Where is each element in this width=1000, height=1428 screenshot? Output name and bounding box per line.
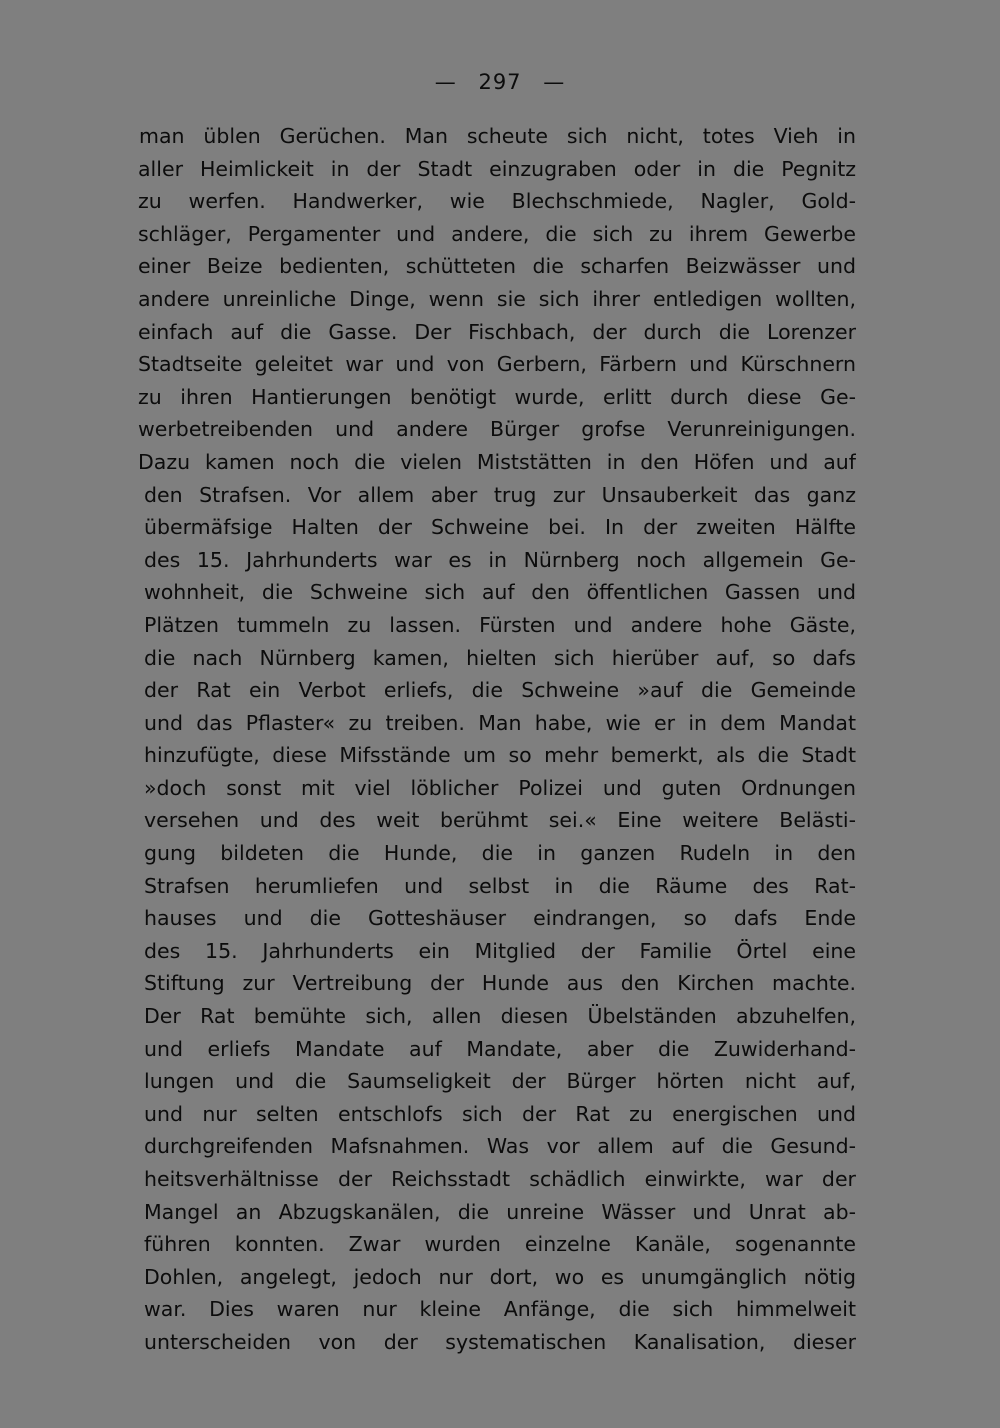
text-line: Stadtseite geleitet war und von Gerbern, Färbern und Kürschnern [138,352,856,377]
text-line: versehen und des weit berühmt sei.« Eine weitere Belästi- [144,808,856,833]
text-line: gung bildeten die Hunde, die in ganzen Rudeln in den [144,841,856,866]
text-line: den Strafsen. Vor allem aber trug zur Unsauberkeit das ganz [144,482,856,507]
text-line: andere unreinliche Dinge, wenn sie sich ihrer entledigen wollten, [138,286,856,311]
text-line: Plätzen tummeln zu lassen. Fürsten und andere hohe Gäste, [144,612,856,637]
text-line: man üblen Gerüchen. Man scheute sich nicht, totes Vieh in [139,124,856,148]
text-line: durchgreifenden Mafsnahmen. Was vor allem auf die Gesund- [144,1134,856,1159]
text-line: führen konnten. Zwar wurden einzelne Kanäle, sogenannte [144,1232,856,1257]
text-line: und das Pflaster« zu treiben. Man habe, wie er in dem Mandat [144,710,856,735]
text-line: einfach auf die Gasse. Der Fischbach, der durch die Lorenzer [138,319,856,344]
body-text [138,120,856,1359]
text-line: des 15. Jahrhunderts war es in Nürnberg noch allgemein Ge- [144,547,856,572]
text-line: und nur selten entschlofs sich der Rat zu energischen und [144,1101,856,1126]
text-line: Dohlen, angelegt, jedoch nur dort, wo es unumgänglich nötig [144,1264,856,1289]
text-line: Der Rat bemühte sich, allen diesen Übelständen abzuhelfen, [144,1004,856,1029]
text-line: Stiftung zur Vertreibung der Hunde aus den Kirchen machte. [144,971,856,996]
text-line: zu ihren Hantierungen benötigt wurde, erlitt durch diese Ge- [138,384,856,409]
text-line: übermäfsige Halten der Schweine bei. In der zweiten Hälfte [144,515,856,540]
text-line: hauses und die Gotteshäuser eindrangen, so dafs Ende [144,906,856,931]
text-line: und erliefs Mandate auf Mandate, aber die Zuwiderhand- [144,1036,856,1061]
text-line: schläger, Pergamenter und andere, die sich zu ihrem Gewerbe [138,221,856,246]
text-line: Mangel an Abzugskanälen, die unreine Wässer und Unrat ab- [144,1199,856,1224]
text-line: Strafsen herumliefen und selbst in die Räume des Rat- [144,873,856,898]
text-line: »doch sonst mit viel löblicher Polizei und guten Ordnungen [144,775,856,800]
text-line: zu werfen. Handwerker, wie Blechschmiede, Nagler, Gold- [138,189,856,214]
text-line: werbetreibenden und andere Bürger grofse Verunreinigungen. [138,417,856,442]
text-line: lungen und die Saumseligkeit der Bürger hörten nicht auf, [144,1069,856,1094]
page-number: — 297 — [434,70,566,94]
text-line: unterscheiden von der systematischen Kanalisation, dieser [144,1329,856,1354]
text-line: aller Heimlickeit in der Stadt einzugraben oder in die Pegnitz [138,156,856,181]
text-line: die nach Nürnberg kamen, hielten sich hierüber auf, so dafs [144,645,856,670]
text-line: der Rat ein Verbot erliefs, die Schweine »auf die Gemeinde [144,678,856,703]
text-line: einer Beize bedienten, schütteten die scharfen Beizwässer und [138,254,856,279]
text-line: wohnheit, die Schweine sich auf den öffentlichen Gassen und [144,580,856,605]
text-line: war. Dies waren nur kleine Anfänge, die sich himmelweit [144,1297,856,1322]
text-line: heitsverhältnisse der Reichsstadt schädlich einwirkte, war der [144,1167,856,1191]
text-line: Dazu kamen noch die vielen Miststätten in den Höfen und auf [138,449,856,474]
text-line: des 15. Jahrhunderts ein Mitglied der Familie Örtel eine [144,938,856,963]
text-line: hinzufügte, diese Mifsstände um so mehr bemerkt, als die Stadt [144,743,856,768]
